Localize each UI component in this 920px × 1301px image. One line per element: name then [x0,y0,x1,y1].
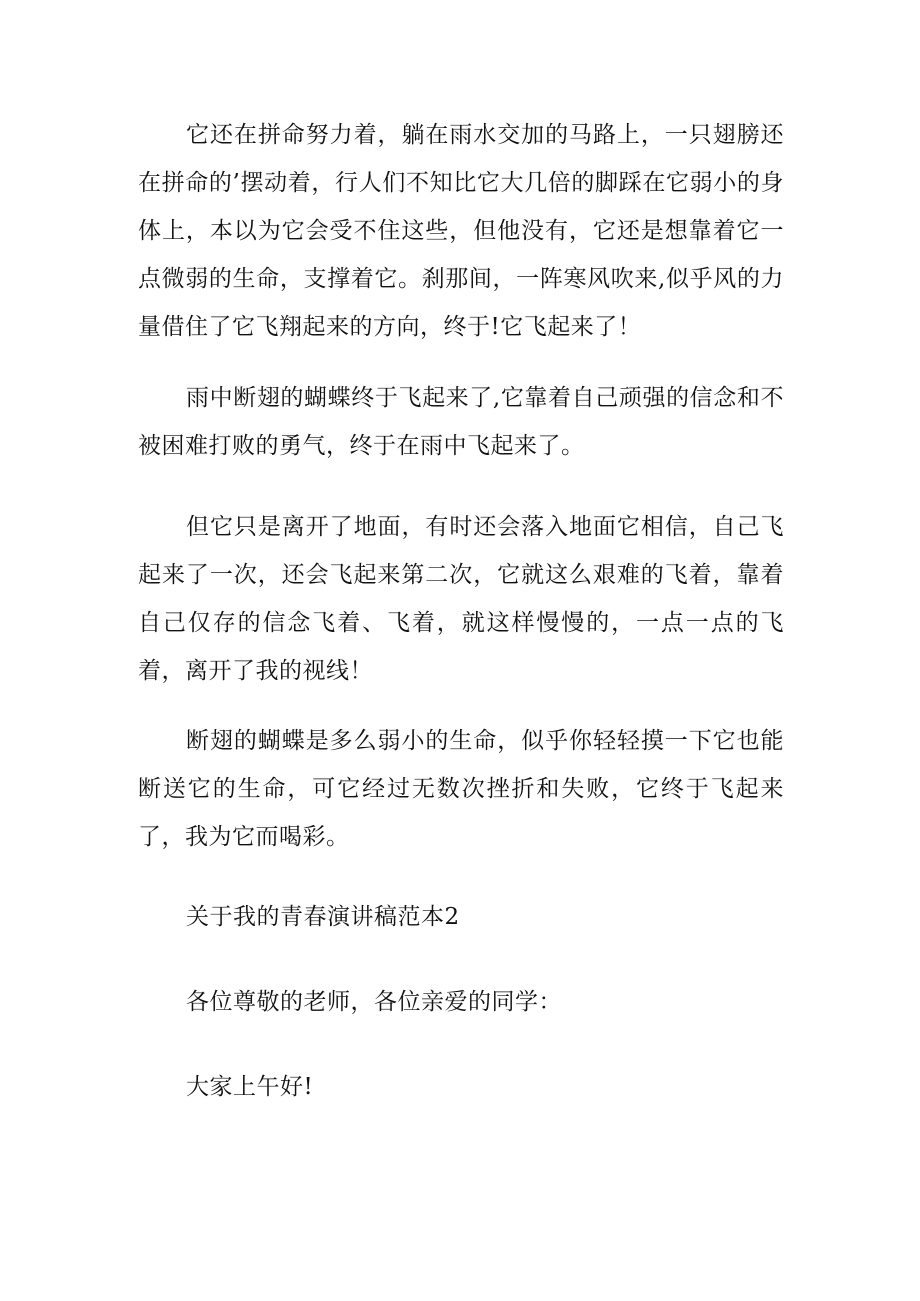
paragraph-butterfly-flies: 雨中断翅的蝴蝶终于飞起来了,它靠着自己顽强的信念和不被困难打败的勇气，终于在雨中飞起来了。 [138,385,784,459]
speech-greeting: 大家上午好! [186,1074,314,1100]
paragraph-butterfly-struggle: 它还在拼命努力着，躺在雨水交加的马路上，一只翅膀还在拼命的’摆动着，行人们不知比它大几倍的脚踩在它弱小的身体上，本以为它会受不住这些，但他没有，它还是想靠着它一点微弱的生命，支撑着它。刹那间，一阵寒风吹来,似乎风的力量借住了它飞翔起来的方向，终于!它飞起来了！ [138,122,784,340]
paragraph-butterfly-leaves: 但它只是离开了地面，有时还会落入地面它相信，自己飞起来了一次，还会飞起来第二次，它就这么艰难的飞着，靠着自己仅存的信念飞着、飞着，就这样慢慢的，一点一点的飞着，离开了我的视线！ [138,514,784,684]
paragraph-butterfly-cheer: 断翅的蝴蝶是多么弱小的生命，似乎你轻轻摸一下它也能断送它的生命，可它经过无数次挫折和失败，它终于飞起来了，我为它而喝彩。 [138,728,784,850]
section-title: 关于我的青春演讲稿范本2 [186,904,460,930]
speech-salutation: 各位尊敬的老师，各位亲爱的同学： [186,989,562,1015]
